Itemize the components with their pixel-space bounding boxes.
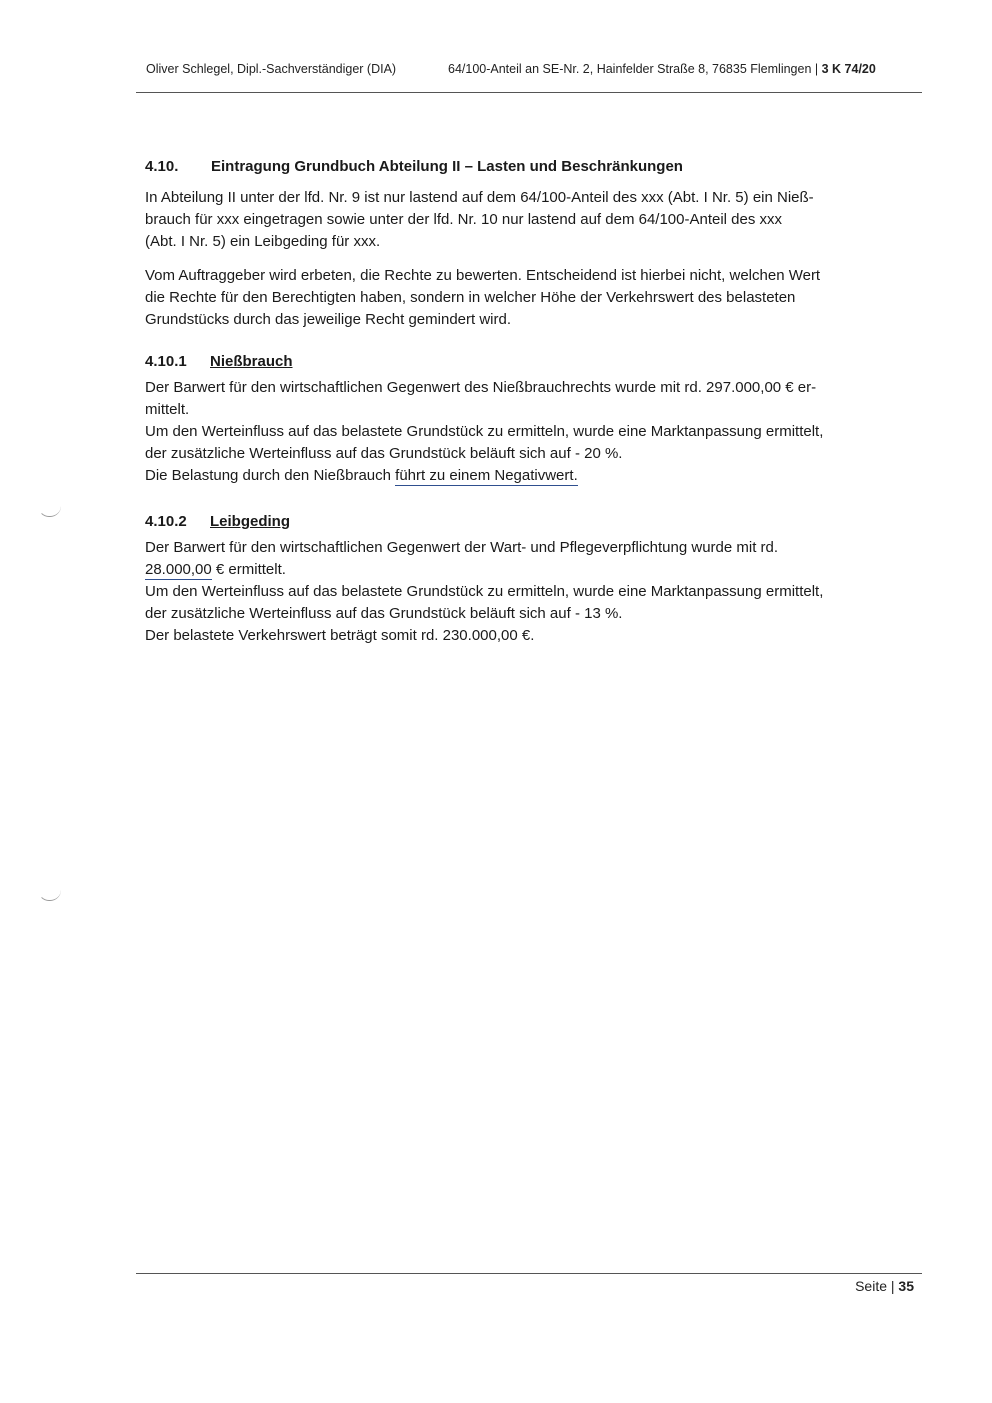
punch-hole-mark [38, 506, 61, 517]
header-author: Oliver Schlegel, Dipl.-Sachverständiger (DIA) [146, 62, 397, 76]
page-label: Seite | [855, 1278, 895, 1294]
subsection-number: 4.10.2 [145, 513, 187, 530]
subsection-heading-niessbrauch [145, 351, 923, 373]
paragraph-line: der zusätzliche Werteinfluss auf das Grundstück beläuft sich auf - 20 %. [145, 445, 623, 462]
paragraph-line: Grundstücks durch das jeweilige Recht gemindert wird. [145, 311, 511, 328]
subsection-heading-leibgeding [145, 511, 923, 533]
subsection-body-leibgeding [145, 537, 923, 647]
handwritten-underline-mark: führt zu einem Negativwert. [395, 467, 578, 484]
paragraph-line: Vom Auftraggeber wird erbeten, die Rechte zu bewerten. Entscheidend ist hierbei nicht, welchen Wert [145, 267, 821, 284]
paragraph-line: mittelt. [145, 401, 190, 418]
footer-divider [136, 1273, 922, 1274]
paragraph-line [145, 465, 923, 487]
paragraph-line: Der belastete Verkehrswert beträgt somit rd. 230.000,00 €. [145, 627, 535, 644]
header-address [448, 62, 876, 76]
paragraph-line: Um den Werteinfluss auf das belastete Grundstück zu ermitteln, wurde eine Marktanpassung ermittelt, [145, 423, 824, 440]
section-paragraph-1 [145, 187, 923, 253]
handwritten-underline-mark: 28.000,00 [145, 561, 212, 578]
line-text: Die Belastung durch den Nießbrauch [145, 467, 396, 484]
header-case-number: 3 K 74/20 [821, 62, 876, 76]
page-content [145, 156, 923, 659]
subsection-title: Nießbrauch [210, 353, 293, 370]
page-footer [855, 1278, 914, 1294]
paragraph-line: In Abteilung II unter der lfd. Nr. 9 ist nur lastend auf dem 64/100-Anteil des xxx (Abt. I Nr. 5) ein Nieß- [145, 189, 814, 206]
subsection-number: 4.10.1 [145, 353, 187, 370]
paragraph-line: der zusätzliche Werteinfluss auf das Grundstück beläuft sich auf - 13 %. [145, 605, 623, 622]
line-text: € ermittelt. [211, 561, 286, 578]
section-title: Eintragung Grundbuch Abteilung II – Lasten und Beschränkungen [211, 158, 683, 175]
paragraph-line: Der Barwert für den wirtschaftlichen Gegenwert der Wart- und Pflegeverpflichtung wurde mit rd. [145, 539, 779, 556]
paragraph-line: Der Barwert für den wirtschaftlichen Gegenwert des Nießbrauchrechts wurde mit rd. 297.000,00 € er- [145, 379, 817, 396]
section-heading [145, 156, 923, 178]
subsection-title: Leibgeding [210, 513, 290, 530]
paragraph-line: Um den Werteinfluss auf das belastete Grundstück zu ermitteln, wurde eine Marktanpassung ermittelt, [145, 583, 824, 600]
subsection-body-niessbrauch [145, 377, 923, 487]
header-divider [136, 92, 922, 93]
punch-hole-mark [38, 890, 61, 901]
section-paragraph-2 [145, 265, 923, 331]
page-number: 35 [898, 1278, 914, 1294]
paragraph-line: brauch für xxx eingetragen sowie unter der lfd. Nr. 10 nur lastend auf dem 64/100-Anteil des xxx [145, 211, 783, 228]
paragraph-line: die Rechte für den Berechtigten haben, sondern in welcher Höhe der Verkehrswert des belasteten [145, 289, 796, 306]
header-property: 64/100-Anteil an SE-Nr. 2, Hainfelder Straße 8, 76835 Flemlingen | [448, 62, 819, 76]
section-number: 4.10. [145, 158, 179, 175]
paragraph-line: (Abt. I Nr. 5) ein Leibgeding für xxx. [145, 233, 381, 250]
paragraph-line [145, 559, 923, 581]
